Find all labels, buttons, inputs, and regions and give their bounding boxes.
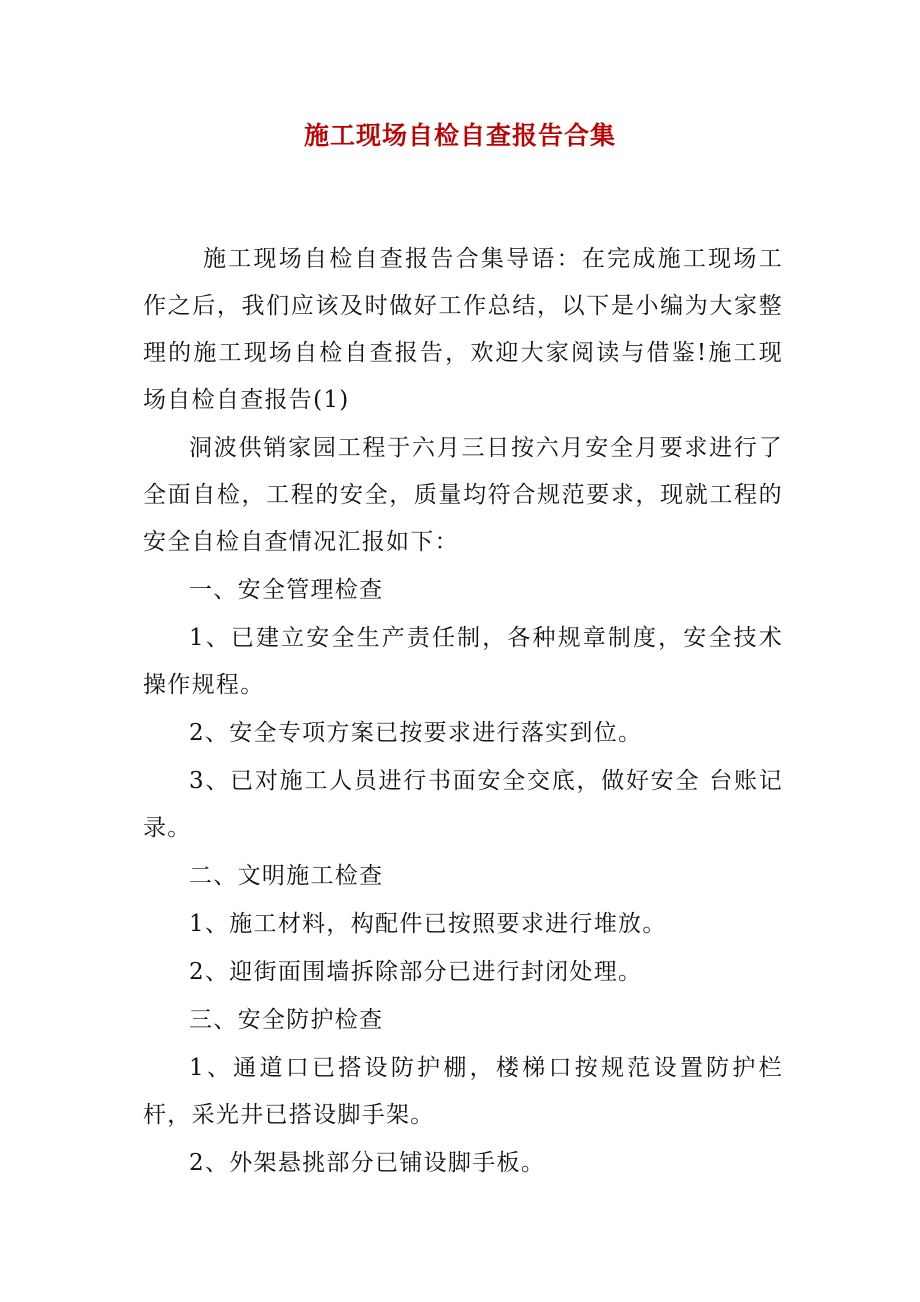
document-title: 施工现场自检自查报告合集 <box>303 121 616 150</box>
list-item: 2、安全专项方案已按要求进行落实到位。 <box>189 720 643 746</box>
intro-paragraph: 施工现场自检自查报告合集导语：在完成施工现场工作之后，我们应该及时做好工作总结，以下是小编为大家整理的施工现场自检自查报告，欢迎大家阅读与借鉴!施工现场自检自查报告(1) <box>143 246 783 413</box>
list-item: 2、外架悬挑部分已铺设脚手板。 <box>189 1150 546 1176</box>
list-item: 3、已对施工人员进行书面安全交底，做好安全 台账记录。 <box>143 768 783 841</box>
section-heading-safety-management: 一、安全管理检查 <box>189 577 384 603</box>
list-item: 2、迎街面围墙拆除部分已进行封闭处理。 <box>189 959 643 985</box>
project-overview-paragraph: 洞波供销家园工程于六月三日按六月安全月要求进行了全面自检，工程的安全，质量均符合规范要求，现就工程的安全自检自查情况汇报如下： <box>143 435 783 555</box>
section-heading-civilized-construction: 二、文明施工检查 <box>189 863 384 889</box>
section-heading-safety-protection: 三、安全防护检查 <box>189 1007 384 1033</box>
list-item: 1、通道口已搭设防护棚，楼梯口按规范设置防护栏杆，采光井已搭设脚手架。 <box>143 1055 783 1128</box>
list-item: 1、已建立安全生产责任制，各种规章制度，安全技术操作规程。 <box>143 625 783 698</box>
document-body <box>143 236 783 1188</box>
list-item: 1、施工材料，构配件已按照要求进行堆放。 <box>189 911 667 937</box>
